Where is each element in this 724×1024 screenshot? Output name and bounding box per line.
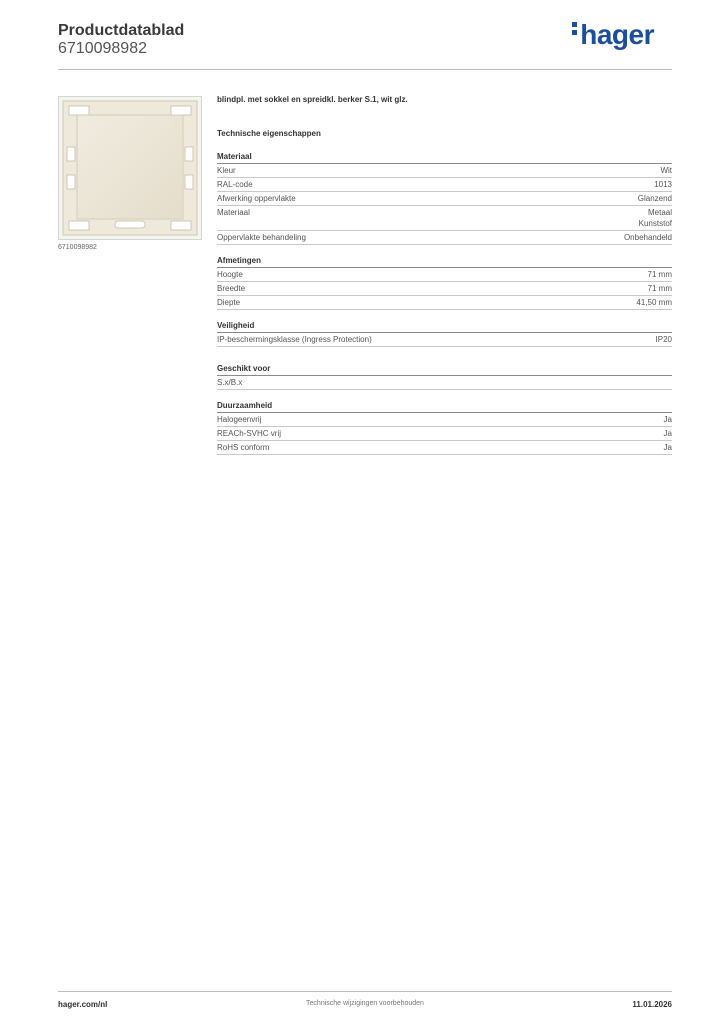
spec-row bbox=[217, 333, 672, 347]
footer-date: 11.01.2026 bbox=[632, 1000, 672, 1009]
spec-row bbox=[217, 413, 672, 427]
logo-dots-icon bbox=[572, 19, 578, 38]
spec-value-line: 71 mm bbox=[647, 270, 672, 279]
spec-value-line: Metaal bbox=[647, 208, 672, 217]
spec-section bbox=[217, 320, 672, 347]
spec-row bbox=[217, 282, 672, 296]
spec-label: Halogeenvrij bbox=[217, 415, 262, 424]
footer-website: hager.com/nl bbox=[58, 1000, 108, 1009]
section-title: Afmetingen bbox=[217, 255, 672, 268]
section-title: Duurzaamheid bbox=[217, 400, 672, 413]
spec-label: S.x/B.x bbox=[217, 378, 243, 387]
spec-row bbox=[217, 164, 672, 178]
spec-value bbox=[636, 297, 672, 308]
spec-row bbox=[217, 192, 672, 206]
section-title: Geschikt voor bbox=[217, 363, 672, 376]
spec-value bbox=[654, 179, 672, 190]
spec-label: Hoogte bbox=[217, 270, 243, 279]
spec-label: Kleur bbox=[217, 166, 236, 175]
spec-row bbox=[217, 268, 672, 282]
logo-text: hager bbox=[580, 19, 654, 50]
spec-row bbox=[217, 231, 672, 245]
spec-value bbox=[624, 232, 672, 243]
tech-heading: Technische eigenschappen bbox=[217, 129, 321, 138]
spec-value bbox=[648, 283, 672, 294]
image-caption: 6710098982 bbox=[58, 244, 97, 251]
blank-plate-illustration bbox=[59, 97, 201, 239]
page-footer bbox=[58, 991, 672, 1012]
spec-row bbox=[217, 206, 672, 231]
spec-value-line: 71 mm bbox=[647, 284, 672, 293]
spec-value-line: Ja bbox=[663, 415, 672, 424]
footer-disclaimer: Technische wijzigingen voorbehouden bbox=[306, 1000, 424, 1007]
spec-section bbox=[217, 400, 672, 455]
spec-section bbox=[217, 151, 672, 245]
product-image bbox=[58, 96, 202, 240]
spec-label: REACh-SVHC vrij bbox=[217, 429, 282, 438]
spec-label: Oppervlakte behandeling bbox=[217, 233, 306, 242]
spec-value bbox=[664, 414, 672, 425]
spec-label: IP-beschermingsklasse (Ingress Protection) bbox=[217, 335, 372, 344]
spec-value-line: 41,50 mm bbox=[636, 298, 672, 307]
spec-label: Diepte bbox=[217, 298, 241, 307]
spec-value bbox=[648, 269, 672, 280]
spec-value-line: Wit bbox=[660, 166, 672, 175]
spec-value bbox=[664, 428, 672, 439]
spec-value bbox=[639, 207, 672, 229]
spec-content bbox=[217, 94, 672, 455]
spec-label: Afwerking oppervlakte bbox=[217, 194, 296, 203]
spec-row bbox=[217, 376, 672, 390]
spec-label: Breedte bbox=[217, 284, 246, 293]
spec-label: RAL-code bbox=[217, 180, 253, 189]
section-title: Materiaal bbox=[217, 151, 672, 164]
document-title: Productdatablad bbox=[58, 22, 185, 39]
spec-label: Materiaal bbox=[217, 208, 250, 217]
document-number: 6710098982 bbox=[58, 40, 147, 57]
spec-row bbox=[217, 178, 672, 192]
product-description: blindpl. met sokkel en spreidkl. berker S.1, wit glz. bbox=[217, 95, 408, 104]
spec-value bbox=[656, 334, 672, 345]
spec-label: RoHS conform bbox=[217, 443, 270, 452]
page-header bbox=[58, 19, 672, 70]
spec-value-line: Onbehandeld bbox=[623, 233, 672, 242]
spec-value-line: 1013 bbox=[654, 180, 672, 189]
spec-value-line: Kunststof bbox=[638, 219, 672, 228]
spec-sections bbox=[217, 151, 672, 455]
spec-value-line: Glanzend bbox=[637, 194, 672, 203]
spec-row bbox=[217, 441, 672, 455]
spec-row bbox=[217, 296, 672, 310]
spec-section bbox=[217, 363, 672, 390]
section-title: Veiligheid bbox=[217, 320, 672, 333]
spec-row bbox=[217, 427, 672, 441]
spec-value bbox=[638, 193, 672, 204]
spec-value-line: IP20 bbox=[655, 335, 672, 344]
spec-value-line: Ja bbox=[663, 429, 672, 438]
hager-logo bbox=[572, 19, 654, 51]
spec-section bbox=[217, 255, 672, 310]
spec-value bbox=[660, 165, 672, 176]
spec-value-line: Ja bbox=[663, 443, 672, 452]
spec-value bbox=[664, 442, 672, 453]
